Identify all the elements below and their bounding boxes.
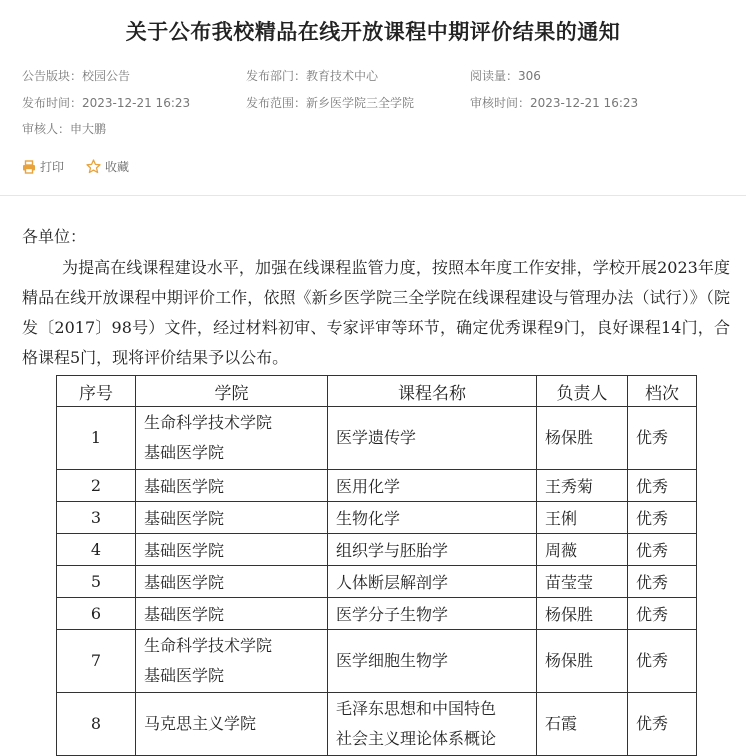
page-title: 关于公布我校精品在线开放课程中期评价结果的通知 xyxy=(125,20,621,44)
cell-college xyxy=(136,566,328,598)
table-row xyxy=(57,598,697,630)
cell-grade: 优秀 xyxy=(628,693,697,756)
table-row xyxy=(57,566,697,598)
cell-course-line: 医用化学 xyxy=(336,477,401,496)
cell-course-line: 医学分子生物学 xyxy=(336,605,449,624)
meta-department: 发布部门：教育技术中心 xyxy=(246,69,379,83)
favorite-label: 收藏 xyxy=(105,160,130,174)
cell-no: 2 xyxy=(57,470,136,502)
meta-views: 阅读量：306 xyxy=(470,69,541,83)
cell-grade: 优秀 xyxy=(628,407,697,470)
meta-publish-time: 发布时间：2023-12-21 16:23 xyxy=(22,96,191,110)
cell-no: 4 xyxy=(57,534,136,566)
cell-college xyxy=(136,534,328,566)
cell-grade: 优秀 xyxy=(628,534,697,566)
meta-reviewer: 审核人：申大鹏 xyxy=(22,122,107,136)
header-leader: 负责人 xyxy=(537,376,628,407)
cell-college-line: 生命科学技术学院 xyxy=(144,636,273,655)
star-icon xyxy=(86,159,101,174)
greeting: 各单位： xyxy=(22,227,87,246)
cell-course xyxy=(328,502,537,534)
cell-grade: 优秀 xyxy=(628,598,697,630)
cell-college xyxy=(136,470,328,502)
cell-leader: 杨保胜 xyxy=(537,598,628,630)
cell-grade: 优秀 xyxy=(628,566,697,598)
cell-course-line: 医学细胞生物学 xyxy=(336,651,449,670)
cell-course-line: 人体断层解剖学 xyxy=(336,573,449,592)
cell-course xyxy=(328,534,537,566)
cell-college-line: 基础医学院 xyxy=(144,443,225,462)
cell-college-line: 基础医学院 xyxy=(144,573,225,592)
intro-paragraph: 为提高在线课程建设水平，加强在线课程监管力度，按照本年度工作安排，学校开展2023年度精品在线开放课程中期评价工作，依照《新乡医学院三全学院在线课程建设与管理办法（试行）》（院发〔2017〕98号）文件，经过材料初审、专家评审等环节，确定优秀课程9门，良好课程14门，合格课程5门，现将评价结果予以公布。 xyxy=(22,258,730,367)
cell-college-line: 马克思主义学院 xyxy=(144,714,257,733)
cell-no: 3 xyxy=(57,502,136,534)
cell-grade: 优秀 xyxy=(628,502,697,534)
cell-course-line: 生物化学 xyxy=(336,509,401,528)
table-header-row xyxy=(57,376,697,407)
header-course: 课程名称 xyxy=(328,376,537,407)
cell-college xyxy=(136,630,328,693)
table-row xyxy=(57,407,697,470)
cell-college xyxy=(136,407,328,470)
cell-leader: 石霞 xyxy=(537,693,628,756)
meta-scope: 发布范围：新乡医学院三全学院 xyxy=(246,96,415,110)
cell-grade: 优秀 xyxy=(628,470,697,502)
cell-leader: 杨保胜 xyxy=(537,407,628,470)
results-table xyxy=(56,375,697,756)
cell-no: 1 xyxy=(57,407,136,470)
cell-college-line: 生命科学技术学院 xyxy=(144,413,273,432)
cell-course xyxy=(328,630,537,693)
cell-course-line: 医学遗传学 xyxy=(336,428,417,447)
cell-college-line: 基础医学院 xyxy=(144,477,225,496)
cell-course xyxy=(328,470,537,502)
meta-section: 公告版块：校园公告 xyxy=(22,69,131,83)
cell-college-line: 基础医学院 xyxy=(144,666,225,685)
print-button[interactable] xyxy=(22,158,64,175)
cell-leader: 苗莹莹 xyxy=(537,566,628,598)
cell-course xyxy=(328,566,537,598)
favorite-button[interactable] xyxy=(86,158,129,175)
meta-review-time: 审核时间：2023-12-21 16:23 xyxy=(470,96,639,110)
header-college: 学院 xyxy=(136,376,328,407)
cell-no: 8 xyxy=(57,693,136,756)
cell-college-line: 基础医学院 xyxy=(144,541,225,560)
cell-no: 6 xyxy=(57,598,136,630)
cell-college xyxy=(136,598,328,630)
header-grade: 档次 xyxy=(628,376,697,407)
table-row xyxy=(57,470,697,502)
cell-college-line: 基础医学院 xyxy=(144,605,225,624)
table-row xyxy=(57,630,697,693)
print-label: 打印 xyxy=(40,160,65,174)
cell-course xyxy=(328,598,537,630)
cell-leader: 王俐 xyxy=(537,502,628,534)
cell-college xyxy=(136,693,328,756)
article-actions xyxy=(22,158,129,175)
cell-course-line: 社会主义理论体系概论 xyxy=(336,729,497,748)
cell-college xyxy=(136,502,328,534)
cell-course xyxy=(328,407,537,470)
cell-no: 5 xyxy=(57,566,136,598)
table-body xyxy=(57,407,697,756)
cell-grade: 优秀 xyxy=(628,630,697,693)
cell-no: 7 xyxy=(57,630,136,693)
cell-course-line: 组织学与胚胎学 xyxy=(336,541,449,560)
cell-leader: 周薇 xyxy=(537,534,628,566)
header-divider xyxy=(0,195,746,196)
cell-course xyxy=(328,693,537,756)
header-no: 序号 xyxy=(57,376,136,407)
cell-leader: 杨保胜 xyxy=(537,630,628,693)
table-row xyxy=(57,534,697,566)
cell-leader: 王秀菊 xyxy=(537,470,628,502)
cell-course-line: 毛泽东思想和中国特色 xyxy=(336,699,497,718)
table-row xyxy=(57,502,697,534)
table-row xyxy=(57,693,697,756)
printer-icon xyxy=(22,160,36,174)
cell-college-line: 基础医学院 xyxy=(144,509,225,528)
